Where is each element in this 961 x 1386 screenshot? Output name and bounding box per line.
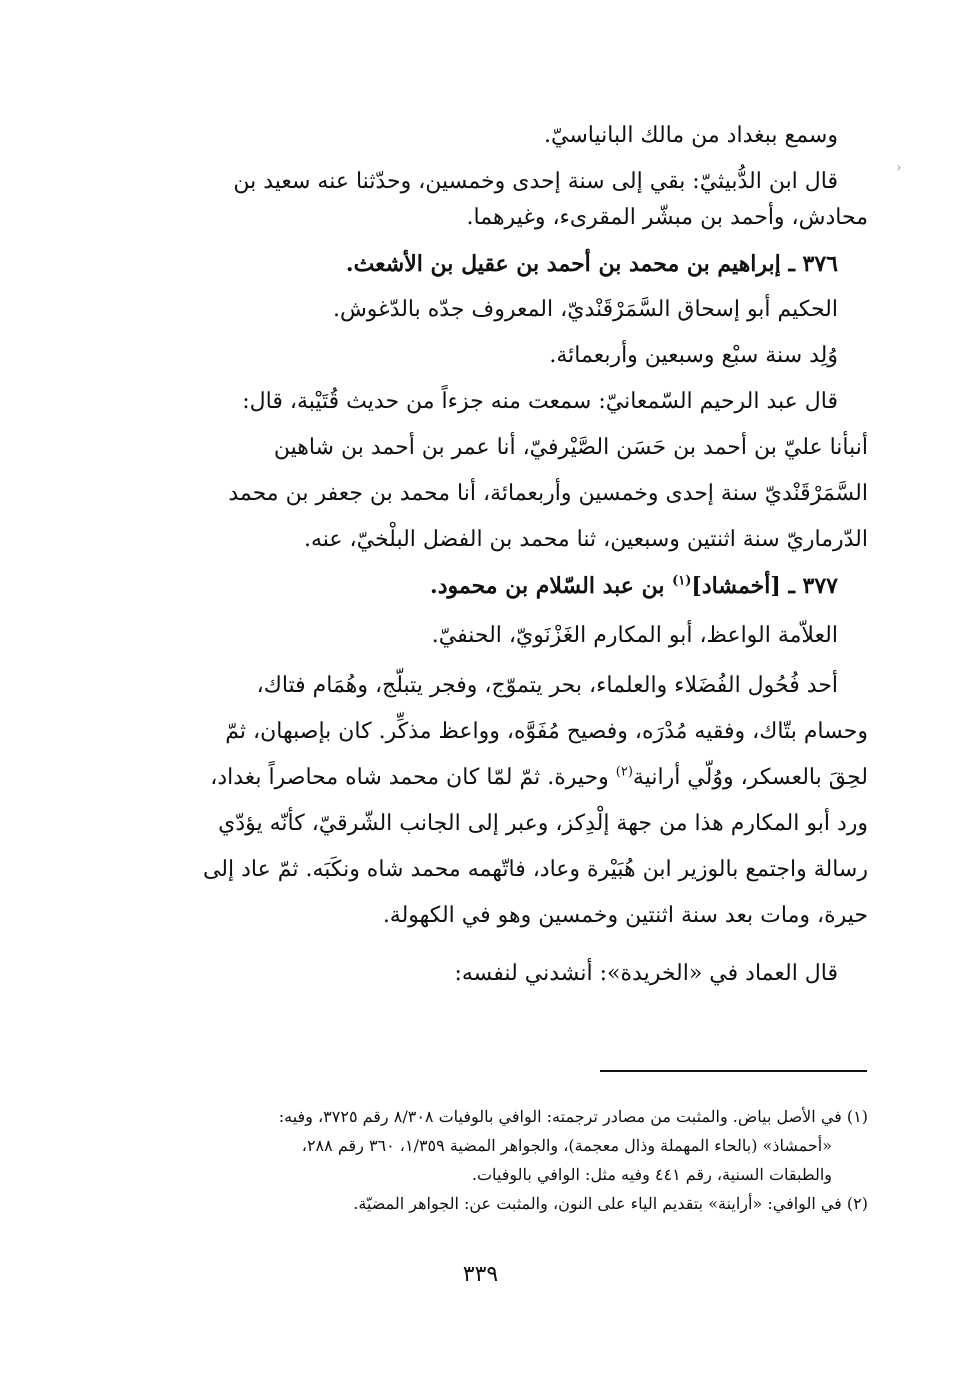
text-line-6: وُلِد سنة سبْع وسبعين وأربعمائة. [549, 343, 838, 368]
entry-heading-377 [150, 568, 868, 604]
text-line-3: محادش، وأحمد بن مبشّر المقرىء، وغيرهما. [466, 205, 868, 230]
text-line-5: الحكيم أبو إسحاق السَّمَرْقَنْديّ، المعروف جدّه بالدّغوش. [332, 297, 838, 322]
text-line-12: العلاّمة الواعظ، أبو المكارم الغَزْنَويّ، الحنفيّ. [431, 623, 838, 648]
entry-heading-376: ٣٧٦ ـ إبراهيم بن محمد بن أحمد بن عقيل بن الأشعث. [345, 251, 838, 277]
text-line-16: ورد أبو المكارم هذا من جهة إلْدِكز، وعبر إلى الجانب الشّرقيّ، كأنّه يؤدّي [218, 811, 868, 836]
text-line-8: أنبأنا عليّ بن أحمد بن حَسَن الصَّيْرفيّ، أنا عمر بن أحمد بن شاهين [273, 435, 868, 460]
text-line-14: وحسام بتّاك، وفقيه مُدْرَه، وفصيح مُفَوَّه، وواعظ مذكِّر. كان بإصبهان، ثمّ [225, 719, 868, 744]
footnote-1-line-3: والطبقات السنية، رقم ٤٤١ وفيه مثل: الوافي بالوفيات. [471, 1165, 832, 1184]
text-line-9: السَّمَرْقَنْديّ سنة إحدى وخمسين وأربعمائة، أنا محمد بن جعفر بن محمد [228, 481, 868, 506]
text-line-2: قال ابن الدُّبيثيّ: بقي إلى سنة إحدى وخمسين، وحدّثنا عنه سعيد بن [233, 169, 838, 194]
entry-heading-377-name: ٣٧٧ ـ [أخمشاد] [691, 573, 838, 599]
text-line-15-a: لحِقَ بالعسكر، ووُلّي أرانية [632, 765, 868, 790]
entry-heading-377-rest: بن عبد السّلام بن محمود. [430, 573, 673, 599]
text-line-15-b: وحيرة. ثمّ لمّا كان محمد شاه محاصراً بغداد، [210, 765, 616, 790]
footnotes [150, 1102, 868, 1218]
main-text [150, 118, 868, 992]
text-line-7: قال عبد الرحيم السّمعانيّ: سمعت منه جزءاً من حديث قُتَيْبة، قال: [242, 389, 838, 414]
text-line-18: حيرة، ومات بعد سنة اثنتين وخمسين وهو في الكهولة. [382, 903, 868, 928]
text-line-17: رسالة واجتمع بالوزير ابن هُبَيْرة وعاد، فاتّهمه محمد شاه ونكَبَه. ثمّ عاد إلى [202, 857, 868, 882]
footnote-2-line-1: (٢) في الوافي: «أراينة» بتقديم الياء على النون، والمثبت عن: الجواهر المضيّة. [353, 1194, 868, 1213]
footnote-separator [600, 1070, 867, 1072]
footnote-1-line-1: (١) في الأصل بياض. والمثبت من مصادر ترجمته: الوافي بالوفيات ٨/٣٠٨ رقم ٣٧٢٥، وفيه: [278, 1107, 868, 1126]
text-line-19: قال العماد في «الخريدة»: أنشدني لنفسه: [454, 961, 838, 986]
footnote-1-line-2: «أحمشاذ» (بالحاء المهملة وذال معجمة)، والجواهر المضية ١/٣٥٩، ٣٦٠ رقم ٢٨٨، [301, 1136, 832, 1155]
text-line-1: وسمع ببغداد من مالك البانياسيّ. [544, 123, 838, 148]
page-number: ٣٣٩ [462, 1262, 499, 1287]
margin-mark: › [896, 160, 902, 176]
text-line-13: أحد فُحُول الفُضَلاء والعلماء، بحر يتموّج، وفجر يتبلّج، وهُمَام فتاك، [256, 673, 838, 698]
text-line-15 [150, 760, 868, 796]
footnote-ref-1: (١) [672, 573, 692, 589]
text-line-10: الدّرماريّ سنة اثنتين وسبعين، ثنا محمد بن الفضل البلْخيّ، عنه. [303, 527, 868, 552]
footnote-ref-2: (٢) [615, 764, 633, 780]
